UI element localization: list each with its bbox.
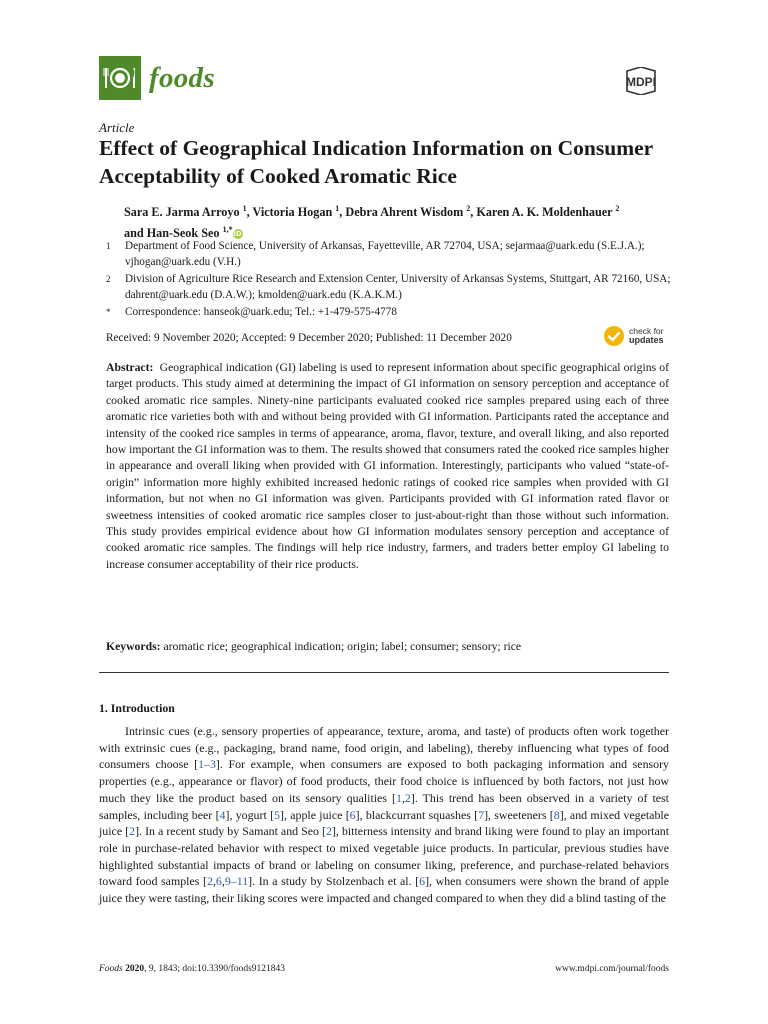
mdpi-logo[interactable] bbox=[612, 67, 670, 100]
paragraph-text: ]. For example, when consumers are exposed to both packaging information and sensory properties (e.g., appearance or flavor) of food products, their food choice is influenced by both factors, not just how much they like the product based on its sensory qualities [ bbox=[99, 757, 669, 805]
orcid-icon[interactable]: iD bbox=[233, 230, 242, 239]
plate-icon bbox=[99, 56, 141, 100]
paragraph-text: ], bitterness intensity and brand liking were found to play an important role in purchase-related behavior with respect to mixed vegetable juice products. In particular, previous studies have highlighted substantial impacts of brand or labeling on consumer liking, preference, and purchase-related behaviors toward food samples [ bbox=[99, 824, 669, 889]
citation-link[interactable]: 9–11 bbox=[224, 874, 249, 889]
keywords-label: Keywords: bbox=[106, 640, 161, 653]
citation-link[interactable]: 2 bbox=[326, 824, 332, 839]
abstract bbox=[106, 360, 669, 573]
section-divider bbox=[99, 672, 669, 673]
affiliation-text: Department of Food Science, University of Arkansas, Fayetteville, AR 72704, USA; sejarmaa@uark.edu (S.E.J.A.); vjhogan@uark.edu (V.H.) bbox=[125, 240, 645, 269]
author-sup: 2 bbox=[466, 204, 471, 213]
paragraph-text: , bbox=[401, 790, 405, 805]
author-list: Sara E. Jarma Arroyo $^1$, Victoria Hogan $^1$, Debra Ahrent Wisdom $^2$, Karen A. K. Moldenhauer $^2$ and Han-Seok Seo $^{1,*}$iD bbox=[124, 204, 620, 241]
citation-link[interactable]: 5 bbox=[274, 807, 280, 822]
abstract-text: Geographical indication (GI) labeling is used to represent information about specific geographical origins of target products. This study aimed at determining the impact of GI information on sensory perception and acceptance of cooked aromatic rice samples. Ninety-nine participants evaluated cooked rice samples prepared using each of three aromatic rice varieties both with and without being provided with GI information. Participants rated the acceptance and intensity of the cooked rice samples in terms of appearance, aroma, flavor, texture, and overall liking, and also reported how important the GI information was to them. The results showed that consumers rated the cooked rice samples higher in appearance and overall liking when provided with GI information. Interestingly, participants who valued “state-of-origin” information more highly exhibited increased hedonic ratings of cooked rice samples when provided with GI information, but not when no GI information was given. Participants provided with GI information rated flavor or sweetness intensities of cooked aromatic rice samples closer to just-about-right than those without such information. This study provides empirical evidence about how GI information modulates sensory perception and acceptance of cooked aromatic rice samples. The findings will help rice industry, farmers, and traders better employ GI labeling to increase consumer acceptability of their rice products. bbox=[106, 361, 669, 571]
affiliation-item bbox=[106, 271, 706, 304]
journal-logo[interactable] bbox=[99, 56, 215, 100]
check-for-updates-badge[interactable] bbox=[602, 324, 664, 348]
author-name: Karen A. K. Moldenhauer bbox=[476, 205, 613, 220]
affiliation-text: Correspondence: hanseok@uark.edu; Tel.: +1-479-575-4778 bbox=[125, 305, 397, 318]
citation-link[interactable]: 8 bbox=[553, 807, 560, 822]
paragraph-text: ], and mixed vegetable juice [ bbox=[99, 807, 669, 839]
author-sup: 1 bbox=[335, 204, 340, 213]
paragraph-text: ]. This trend has been observed in a variety of test samples, including beer [ bbox=[99, 790, 669, 822]
footer-year: 2020 bbox=[125, 964, 145, 974]
author-sup: 2 bbox=[615, 204, 620, 213]
publisher-name: MDPI bbox=[626, 75, 656, 89]
check-updates-line1: check for bbox=[629, 326, 664, 336]
paragraph-text: ], apple juice [ bbox=[279, 807, 350, 822]
introduction-paragraph bbox=[99, 723, 669, 907]
paragraph-text: , bbox=[212, 874, 216, 889]
author-name: Debra Ahrent Wisdom bbox=[345, 205, 464, 220]
paragraph-text: ], yogurt [ bbox=[225, 807, 275, 822]
keywords bbox=[106, 640, 669, 653]
citation-link[interactable]: 4 bbox=[219, 807, 226, 822]
article-type: Article bbox=[99, 120, 135, 135]
affiliations bbox=[106, 238, 706, 320]
affiliation-mark: * bbox=[106, 306, 111, 317]
citation-link[interactable]: 1–3 bbox=[198, 757, 216, 772]
paragraph-text: ], when consumers were shown the brand of apple juice they were tasting, their liking scores were impacted and changed compared to when they did a blind tasting of the bbox=[99, 874, 669, 906]
citation-link[interactable]: 7 bbox=[478, 807, 485, 822]
footer-citation-rest: , 9, 1843; doi:10.3390/foods9121843 bbox=[144, 964, 286, 974]
keywords-text: aromatic rice; geographical indication; origin; label; consumer; sensory; rice bbox=[163, 640, 522, 653]
paragraph-text: ]. In a recent study by Samant and Seo [ bbox=[135, 824, 326, 839]
footer-citation bbox=[99, 964, 285, 974]
affiliation-mark: 2 bbox=[106, 273, 111, 284]
journal-name: foods bbox=[149, 61, 215, 94]
citation-link[interactable]: 2 bbox=[404, 790, 411, 805]
check-updates-icon bbox=[602, 324, 626, 348]
affiliation-item bbox=[106, 304, 706, 320]
author-name: Victoria Hogan bbox=[252, 205, 333, 220]
publication-dates: Received: 9 November 2020; Accepted: 9 December 2020; Published: 11 December 2020 bbox=[106, 332, 512, 344]
affiliation-text: Division of Agriculture Rice Research and Extension Center, University of Arkansas Systems, Stuttgart, AR 72160, USA; dahrent@uark.edu (D.A.W.); kmolden@uark.edu (K.A.K.M.) bbox=[125, 272, 671, 302]
paragraph-text: ]. In a study by Stolzenbach et al. [ bbox=[248, 874, 420, 889]
affiliation-item bbox=[106, 238, 706, 271]
author-name: Han-Seok Seo bbox=[146, 226, 220, 241]
citation-link[interactable]: 6 bbox=[419, 874, 426, 889]
section-heading: 1. Introduction bbox=[99, 701, 175, 715]
citation-link[interactable]: 2 bbox=[206, 874, 213, 889]
footer-journal: Foods bbox=[99, 964, 123, 974]
author-and: and bbox=[124, 226, 144, 241]
paragraph-text: ], blackcurrant squashes [ bbox=[355, 807, 479, 822]
author-name: Sara E. Jarma Arroyo bbox=[124, 205, 240, 220]
citation-link[interactable]: 1 bbox=[395, 790, 402, 805]
author-sup: 1,* bbox=[222, 225, 233, 235]
abstract-label: Abstract: bbox=[106, 361, 154, 374]
check-updates-text bbox=[629, 327, 664, 345]
affiliation-mark: 1 bbox=[106, 241, 111, 251]
citation-link[interactable]: 2 bbox=[129, 824, 136, 839]
paragraph-text: , bbox=[221, 874, 225, 889]
paragraph-text: ], sweeteners [ bbox=[484, 807, 554, 822]
citation-link[interactable]: 6 bbox=[215, 874, 222, 889]
article-title: Effect of Geographical Indication Information on Consumer Acceptability of Cooked Aromatic Rice bbox=[99, 136, 653, 188]
check-updates-line2: updates bbox=[629, 335, 664, 345]
citation-link[interactable]: 6 bbox=[349, 807, 356, 822]
footer-url[interactable]: www.mdpi.com/journal/foods bbox=[555, 964, 669, 974]
paragraph-text: Intrinsic cues (e.g., sensory properties of appearance, texture, aroma, and taste) of products often work together with extrinsic cues (e.g., packaging, brand name, food origin, and labeling), thereby influencing what types of food consumers choose [ bbox=[99, 724, 669, 772]
author-sup: 1 bbox=[242, 204, 247, 213]
